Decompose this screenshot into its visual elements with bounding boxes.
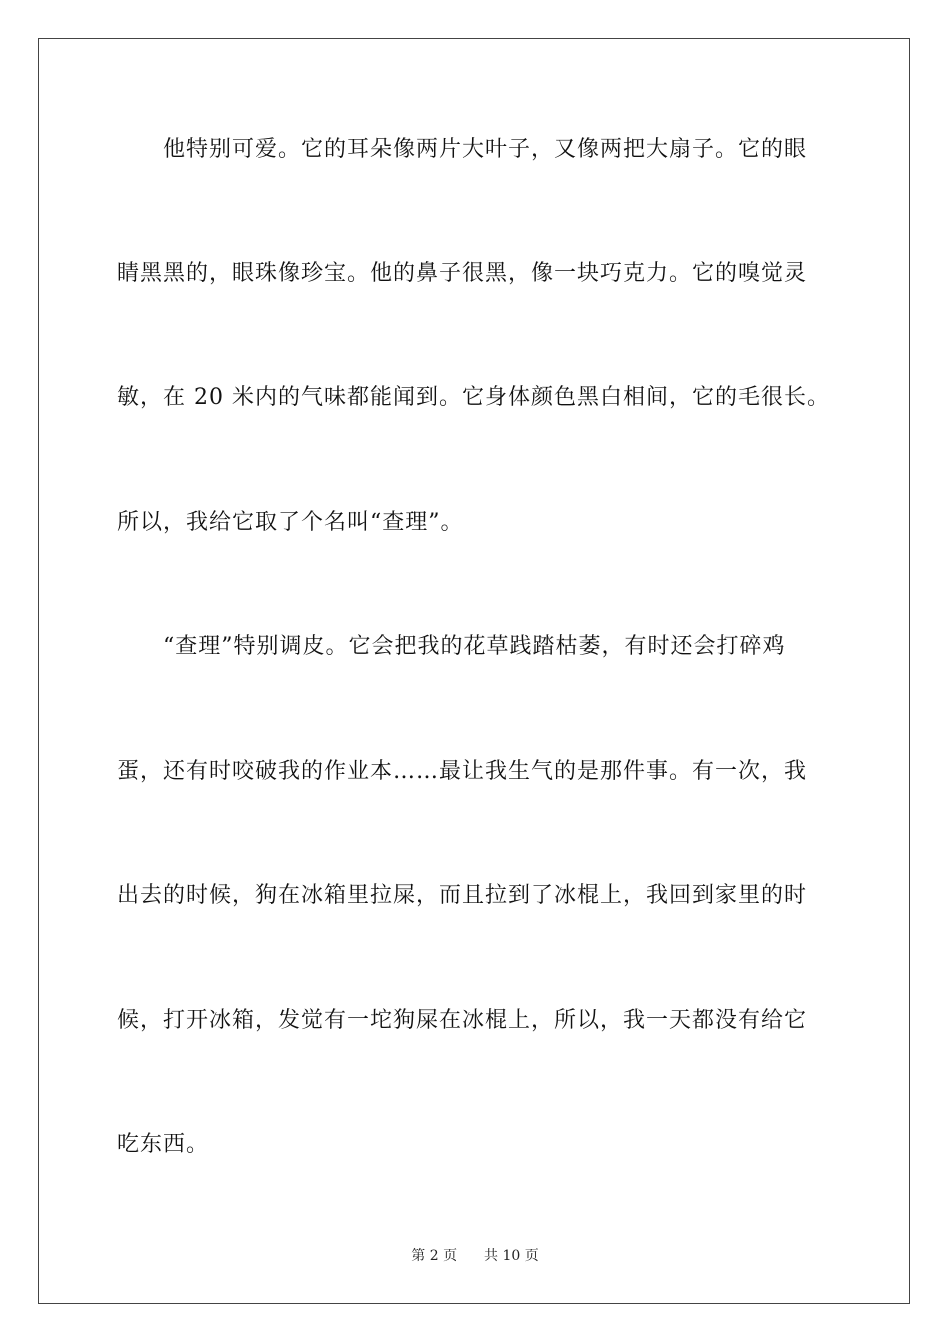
paragraph-1-line-2: 睛黑黑的，眼珠像珍宝。他的鼻子很黑，像一块巧克力。它的嗅觉灵: [117, 261, 808, 286]
page-border: [38, 38, 910, 1304]
page-number: 第 2 页: [411, 1248, 458, 1264]
paragraph-2-line-3: 出去的时候，狗在冰箱里拉屎，而且拉到了冰棍上，我回到家里的时: [117, 883, 808, 908]
page-footer: [0, 1246, 950, 1266]
paragraph-1-line-4: 所以，我给它取了个名叫“查理”。: [117, 510, 464, 535]
paragraph-1-line-3: 敏，在 20 米内的气味都能闻到。它身体颜色黑白相间，它的毛很长。: [117, 385, 830, 410]
paragraph-2-line-5: 吃东西。: [117, 1132, 210, 1157]
total-pages: 共 10 页: [484, 1248, 539, 1264]
paragraph-2-line-1: “查理”特别调皮。它会把我的花草践踏枯萎，有时还会打碎鸡: [163, 634, 786, 659]
paragraph-2-line-2: 蛋，还有时咬破我的作业本……最让我生气的是那件事。有一次，我: [117, 759, 808, 784]
paragraph-1-line-1: 他特别可爱。它的耳朵像两片大叶子，又像两把大扇子。它的眼: [163, 137, 808, 162]
paragraph-2-line-4: 候，打开冰箱，发觉有一坨狗屎在冰棍上，所以，我一天都没有给它: [117, 1008, 808, 1033]
